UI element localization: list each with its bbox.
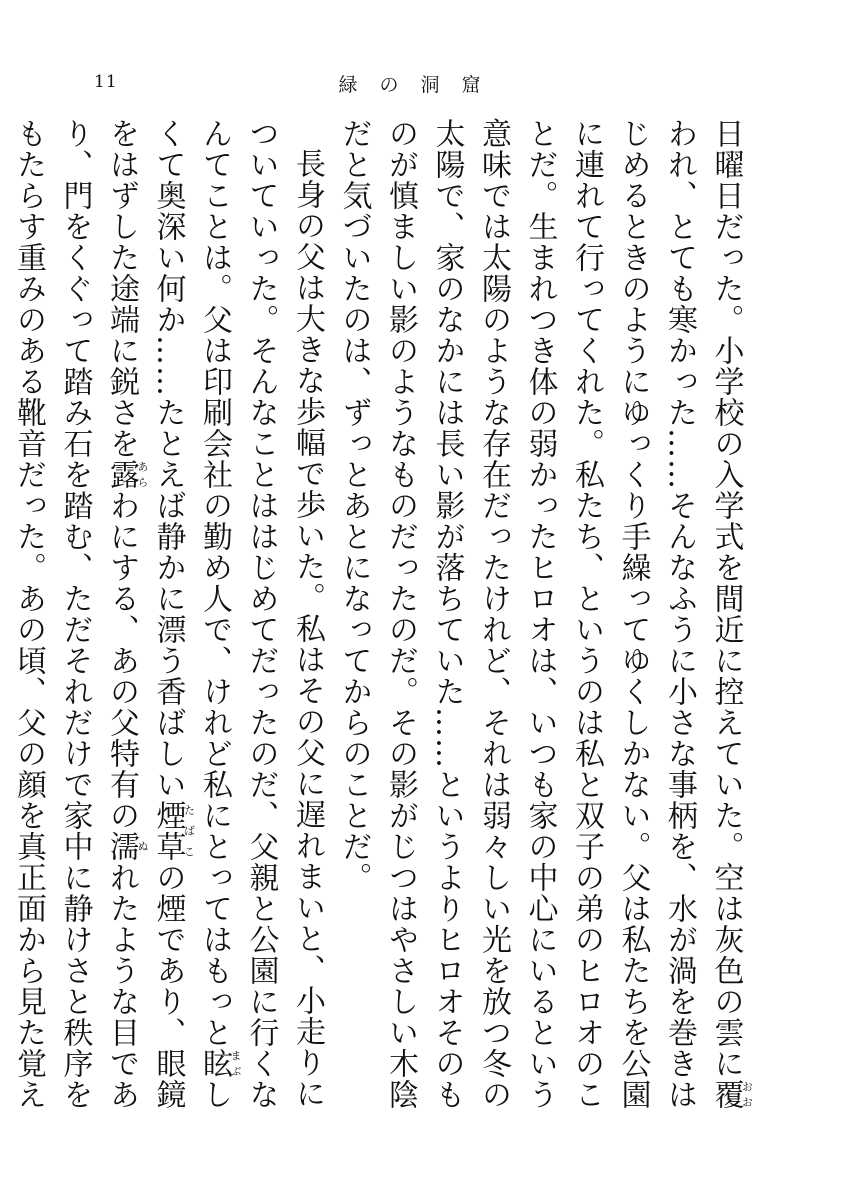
ruby-nu	[104, 831, 149, 862]
running-title: 緑の洞窟	[338, 74, 503, 96]
ruby-ooi	[708, 1079, 754, 1110]
ruby-reading-ooi: おお	[740, 1079, 754, 1110]
paragraph-1-part-2: われ、とても寒かった……そんなふうに小さな事柄を、水が渦を巻きはじめるときのようにゆっくり手繰ってゆくしかない。父は私たちを公園に連れて行ってくれた。私たち、というのは私と双子の弟のヒロオのことだ。生まれつき体の弱かったヒロオは、いつも家の中心にいるという意味では太陽のような存在だったけれど、それは弱々しい光を放つ冬の太陽で、家のなかには長い影が落ちていた……というよりヒロオそのものが慎ましい影のようなものだったのだ。その影がじつはやさしい木陰だと気づいたのは、ずっとあとになってからのことだ。	[336, 118, 697, 1110]
ruby-reading-mabu: まぶ	[229, 1048, 242, 1079]
ruby-base-ooi: 覆	[708, 1079, 744, 1110]
body-text	[11, 118, 754, 1118]
ruby-mabu	[197, 1048, 242, 1079]
ruby-tabako	[150, 800, 196, 862]
paragraph-2-part-5: れたような目であり、門をくぐって踏み石を踏む、ただそれだけで家中に静けさと秩序をもたらす重みのある靴音だった。あの頃、父の顔を真正面から見た覚え	[11, 118, 139, 1110]
paragraph-2-part-1: 長身の父は大きな歩幅で歩いた。私はその父に遅れまいと、小走りについていった。そんなことははじめてだったのだ、父親と公園に行くなんてことは。父は印刷会社の勤め人で、けれど私にとってはもっと	[197, 118, 325, 1110]
paragraph-2-part-2: しくて奥深い何か……たとえば静かに漂う香ばしい	[150, 118, 232, 1110]
paragraph-2-part-3: の煙であり、眼鏡をはずした途端に鋭さを	[104, 118, 186, 1110]
paragraph-1-part-1: 日曜日だった。小学校の入学式を間近に控えていた。空は灰色の雲に	[708, 118, 744, 1079]
ruby-reading-nu: ぬ	[136, 831, 149, 862]
paragraph-2	[0, 118, 330, 1118]
paragraph-2-part-4: わにする、あの父特有の	[104, 490, 139, 831]
paragraph-1	[330, 118, 753, 1118]
ruby-base-mabu: 眩	[197, 1048, 232, 1079]
page-number: 11	[94, 72, 118, 92]
ruby-base-tabako: 煙草	[150, 800, 186, 862]
ruby-base-nu: 濡	[104, 831, 139, 862]
ruby-ara	[104, 459, 149, 490]
ruby-reading-ara: あら	[136, 459, 149, 490]
ruby-reading-tabako: たばこ	[182, 800, 196, 862]
ruby-base-ara: 露	[104, 459, 139, 490]
